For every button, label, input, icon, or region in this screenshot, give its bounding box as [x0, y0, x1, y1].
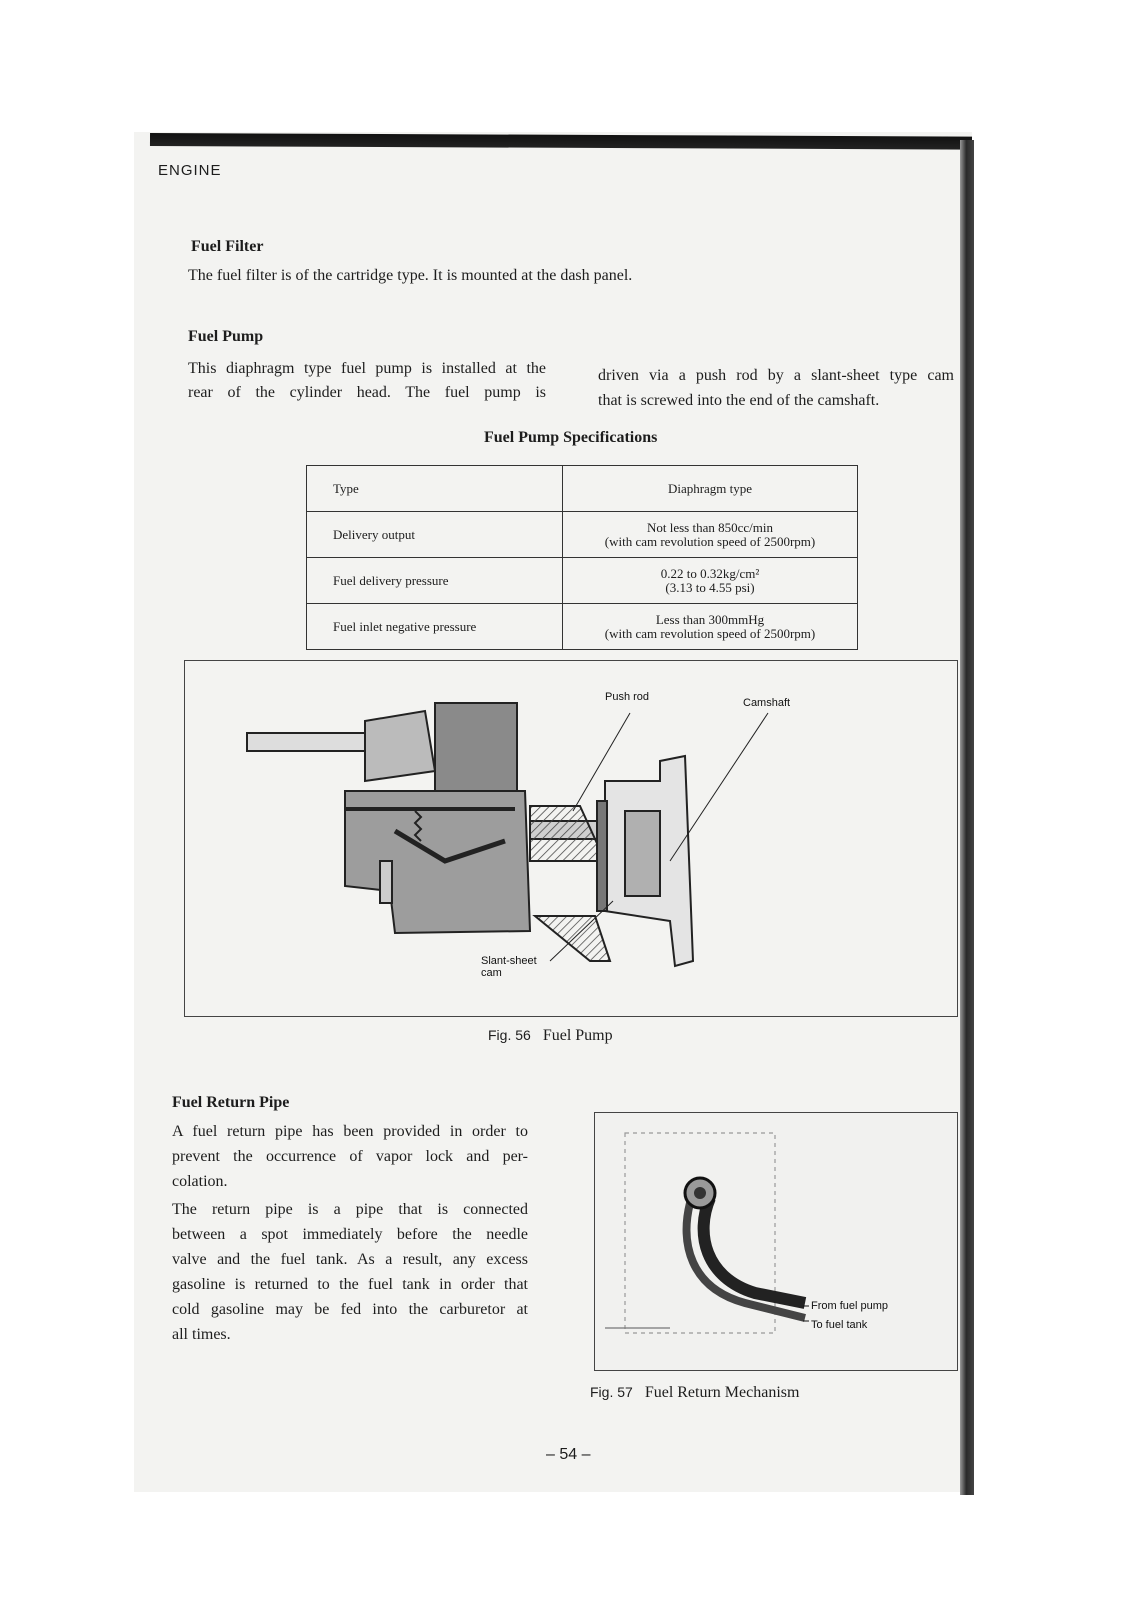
fuel-filter-heading: Fuel Filter [191, 238, 264, 255]
spec-label: Fuel delivery pressure [307, 558, 563, 604]
fig57-frame [594, 1112, 958, 1371]
spec-value-line: (3.13 to 4.55 psi) [665, 579, 755, 595]
spec-value-line: (with cam revolution speed of 2500rpm) [604, 625, 816, 641]
fuel-return-text-line-3: colation. [172, 1173, 228, 1190]
spec-value-line: Not less than 850cc/min [646, 519, 773, 535]
spec-value [563, 558, 858, 604]
cam-plate [597, 801, 607, 911]
table-row [307, 558, 858, 604]
fuel-return-text-line-1: A fuel return pipe has been provided in order to [172, 1123, 528, 1140]
mount-flange [535, 916, 610, 961]
fuel-pump-diagram [185, 661, 957, 1016]
fig57-number: Fig. 57 [590, 1384, 633, 1400]
fuel-pump-text-line-2: rear of the cylinder head. The fuel pump is [188, 384, 546, 401]
table-row [307, 466, 858, 512]
fuel-filter-text: The fuel filter is of the cartridge type. It is mounted at the dash panel. [188, 267, 633, 284]
fitting-bore [694, 1187, 706, 1199]
spec-table [306, 465, 858, 650]
fuel-return-text-line-9: all times. [172, 1326, 231, 1343]
fuel-pump-heading: Fuel Pump [188, 328, 264, 345]
table-row [307, 512, 858, 558]
fuel-return-text-line-7: gasoline is returned to the fuel tank in order that [172, 1276, 528, 1293]
fig56-frame [184, 660, 958, 1017]
label-slant-line-2: cam [481, 967, 502, 979]
fuel-return-text-line-4: The return pipe is a pipe that is connected [172, 1201, 528, 1218]
section-header: ENGINE [158, 162, 222, 179]
label-slant-sheet-cam [481, 955, 537, 979]
fuel-return-heading: Fuel Return Pipe [172, 1094, 290, 1111]
label-camshaft: Camshaft [743, 697, 791, 709]
spec-label: Type [307, 466, 563, 512]
spec-label: Delivery output [307, 512, 563, 558]
spec-value [563, 604, 858, 650]
table-row [307, 604, 858, 650]
fuel-pump-text-line-3: driven via a push rod by a slant-sheet type cam [598, 367, 954, 384]
outlet-pipe [380, 861, 392, 903]
spec-value-line: Less than 300mmHg [655, 611, 765, 627]
spec-table-title: Fuel Pump Specifications [484, 429, 658, 446]
label-to-fuel-tank: To fuel tank [811, 1319, 868, 1331]
fuel-pump-text-line-1: This diaphragm type fuel pump is installed at the [188, 360, 546, 377]
fuel-return-text-line-8: cold gasoline may be fed into the carburetor at [172, 1301, 528, 1318]
fuel-pump-text-line-4: that is screwed into the end of the camshaft. [598, 392, 880, 409]
label-push-rod: Push rod [605, 691, 650, 703]
label-slant-line-1: Slant-sheet [481, 955, 537, 967]
spec-value-line: 0.22 to 0.32kg/cm² [660, 565, 760, 581]
fig56-title: Fuel Pump [542, 1027, 613, 1044]
fuel-return-text-line-2: prevent the occurrence of vapor lock and per- [172, 1148, 528, 1165]
slant-sheet-cam [625, 811, 660, 896]
fuel-return-text-line-6: valve and the fuel tank. As a result, any excess [172, 1251, 528, 1268]
fig56-caption [488, 1027, 613, 1045]
pump-body [345, 791, 530, 933]
spec-value [563, 512, 858, 558]
fig57-title: Fuel Return Mechanism [644, 1384, 800, 1401]
fuel-return-diagram [595, 1113, 957, 1370]
inlet-pipe [247, 733, 367, 751]
fig56-number: Fig. 56 [488, 1027, 531, 1043]
spec-value-line: Diaphragm type [667, 480, 753, 496]
label-from-fuel-pump: From fuel pump [811, 1300, 889, 1312]
scan-binding-shadow [960, 140, 974, 1495]
spec-label: Fuel inlet negative pressure [307, 604, 563, 650]
upper-chamber [365, 711, 435, 781]
fig57-caption [590, 1384, 799, 1402]
spec-value [563, 466, 858, 512]
spec-value-line: (with cam revolution speed of 2500rpm) [604, 533, 816, 549]
page-number: – 54 – [546, 1446, 591, 1463]
fuel-return-text-line-5: between a spot immediately before the needle [172, 1226, 528, 1243]
